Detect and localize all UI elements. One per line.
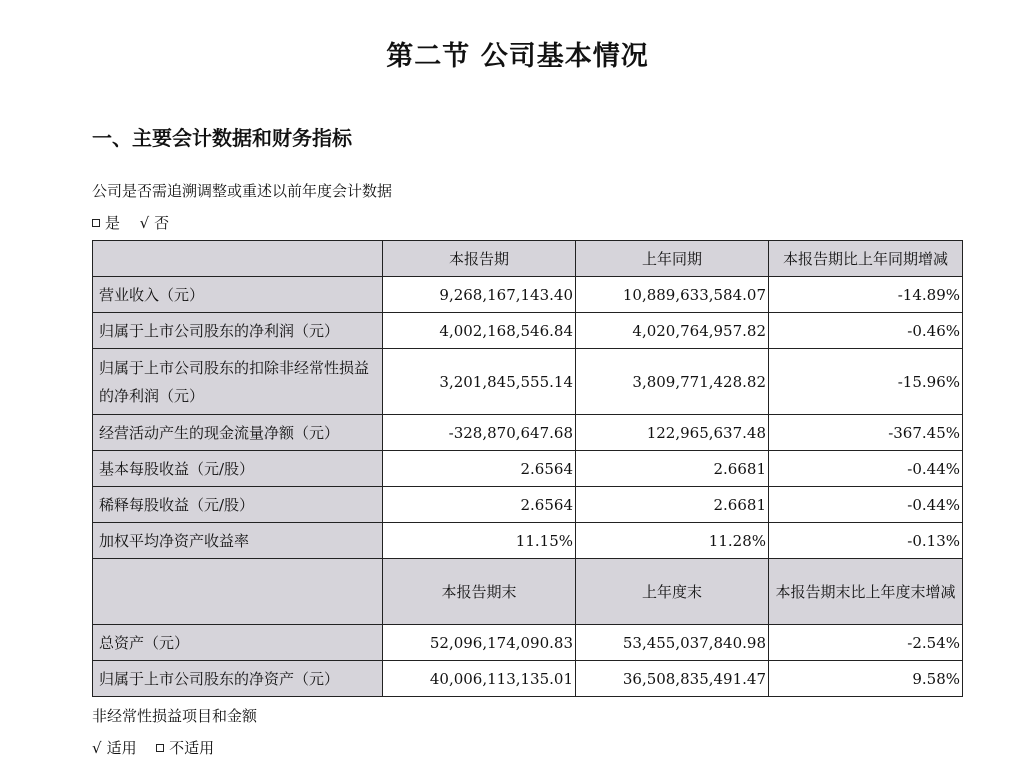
page-title: 第二节 公司基本情况 [386, 41, 649, 72]
row-label: 基本每股收益（元/股） [93, 451, 383, 487]
header-cell: 本报告期比上年同期增减 [769, 241, 963, 277]
cell-change: -0.44% [769, 487, 963, 523]
table-row [93, 415, 963, 451]
cell-prior: 53,455,037,840.98 [576, 625, 769, 661]
table-row [93, 313, 963, 349]
row-label: 归属于上市公司股东的净利润（元） [93, 313, 383, 349]
cell-prior: 4,020,764,957.82 [576, 313, 769, 349]
cell-prior: 3,809,771,428.82 [576, 349, 769, 415]
cell-current: 4,002,168,546.84 [383, 313, 576, 349]
cell-prior: 36,508,835,491.47 [576, 661, 769, 697]
row-label: 营业收入（元） [93, 277, 383, 313]
restate-options [92, 212, 169, 233]
option-not-applicable-label: 不适用 [169, 739, 215, 757]
cell-change: -15.96% [769, 349, 963, 415]
table-row [93, 661, 963, 697]
header-cell [93, 241, 383, 277]
option-yes-label: 是 [105, 214, 121, 232]
cell-current: 40,006,113,135.01 [383, 661, 576, 697]
cell-current: 2.6564 [383, 451, 576, 487]
table-row [93, 523, 963, 559]
cell-current: 2.6564 [383, 487, 576, 523]
table-row [93, 451, 963, 487]
header-cell: 上年同期 [576, 241, 769, 277]
table-row [93, 487, 963, 523]
table-header-row [93, 241, 963, 277]
cell-change: -0.44% [769, 451, 963, 487]
nonrecurring-title: 非经常性损益项目和金额 [92, 707, 258, 725]
cell-change: -0.46% [769, 313, 963, 349]
table-header-row [93, 559, 963, 625]
cell-current: 9,268,167,143.40 [383, 277, 576, 313]
checkbox-empty-icon [156, 744, 164, 752]
row-label: 加权平均净资产收益率 [93, 523, 383, 559]
cell-change: -14.89% [769, 277, 963, 313]
financial-indicators-table [92, 240, 963, 697]
checkbox-empty-icon [92, 219, 100, 227]
header-cell [93, 559, 383, 625]
header-cell: 本报告期 [383, 241, 576, 277]
cell-prior: 10,889,633,584.07 [576, 277, 769, 313]
header-cell: 上年度末 [576, 559, 769, 625]
cell-prior: 122,965,637.48 [576, 415, 769, 451]
header-cell: 本报告期末 [383, 559, 576, 625]
cell-prior: 2.6681 [576, 451, 769, 487]
option-applicable-label: 适用 [106, 739, 137, 757]
option-no-label: 否 [154, 214, 170, 232]
checkmark-icon: √ [92, 739, 102, 757]
cell-prior: 2.6681 [576, 487, 769, 523]
table-row [93, 349, 963, 415]
cell-current: 52,096,174,090.83 [383, 625, 576, 661]
header-cell: 本报告期末比上年度末增减 [769, 559, 963, 625]
section-title: 一、主要会计数据和财务指标 [92, 126, 352, 150]
cell-current: 3,201,845,555.14 [383, 349, 576, 415]
nonrecurring-options [92, 737, 214, 758]
row-label: 总资产（元） [93, 625, 383, 661]
row-label: 稀释每股收益（元/股） [93, 487, 383, 523]
cell-change: -0.13% [769, 523, 963, 559]
cell-change: -2.54% [769, 625, 963, 661]
row-label: 经营活动产生的现金流量净额（元） [93, 415, 383, 451]
checkmark-icon: √ [139, 214, 150, 232]
restate-question: 公司是否需追溯调整或重述以前年度会计数据 [92, 182, 393, 200]
row-label: 归属于上市公司股东的净资产（元） [93, 661, 383, 697]
cell-prior: 11.28% [576, 523, 769, 559]
row-label: 归属于上市公司股东的扣除非经常性损益的净利润（元） [93, 349, 383, 415]
cell-change: 9.58% [769, 661, 963, 697]
table-row [93, 625, 963, 661]
cell-current: 11.15% [383, 523, 576, 559]
table-row [93, 277, 963, 313]
cell-current: -328,870,647.68 [383, 415, 576, 451]
cell-change: -367.45% [769, 415, 963, 451]
